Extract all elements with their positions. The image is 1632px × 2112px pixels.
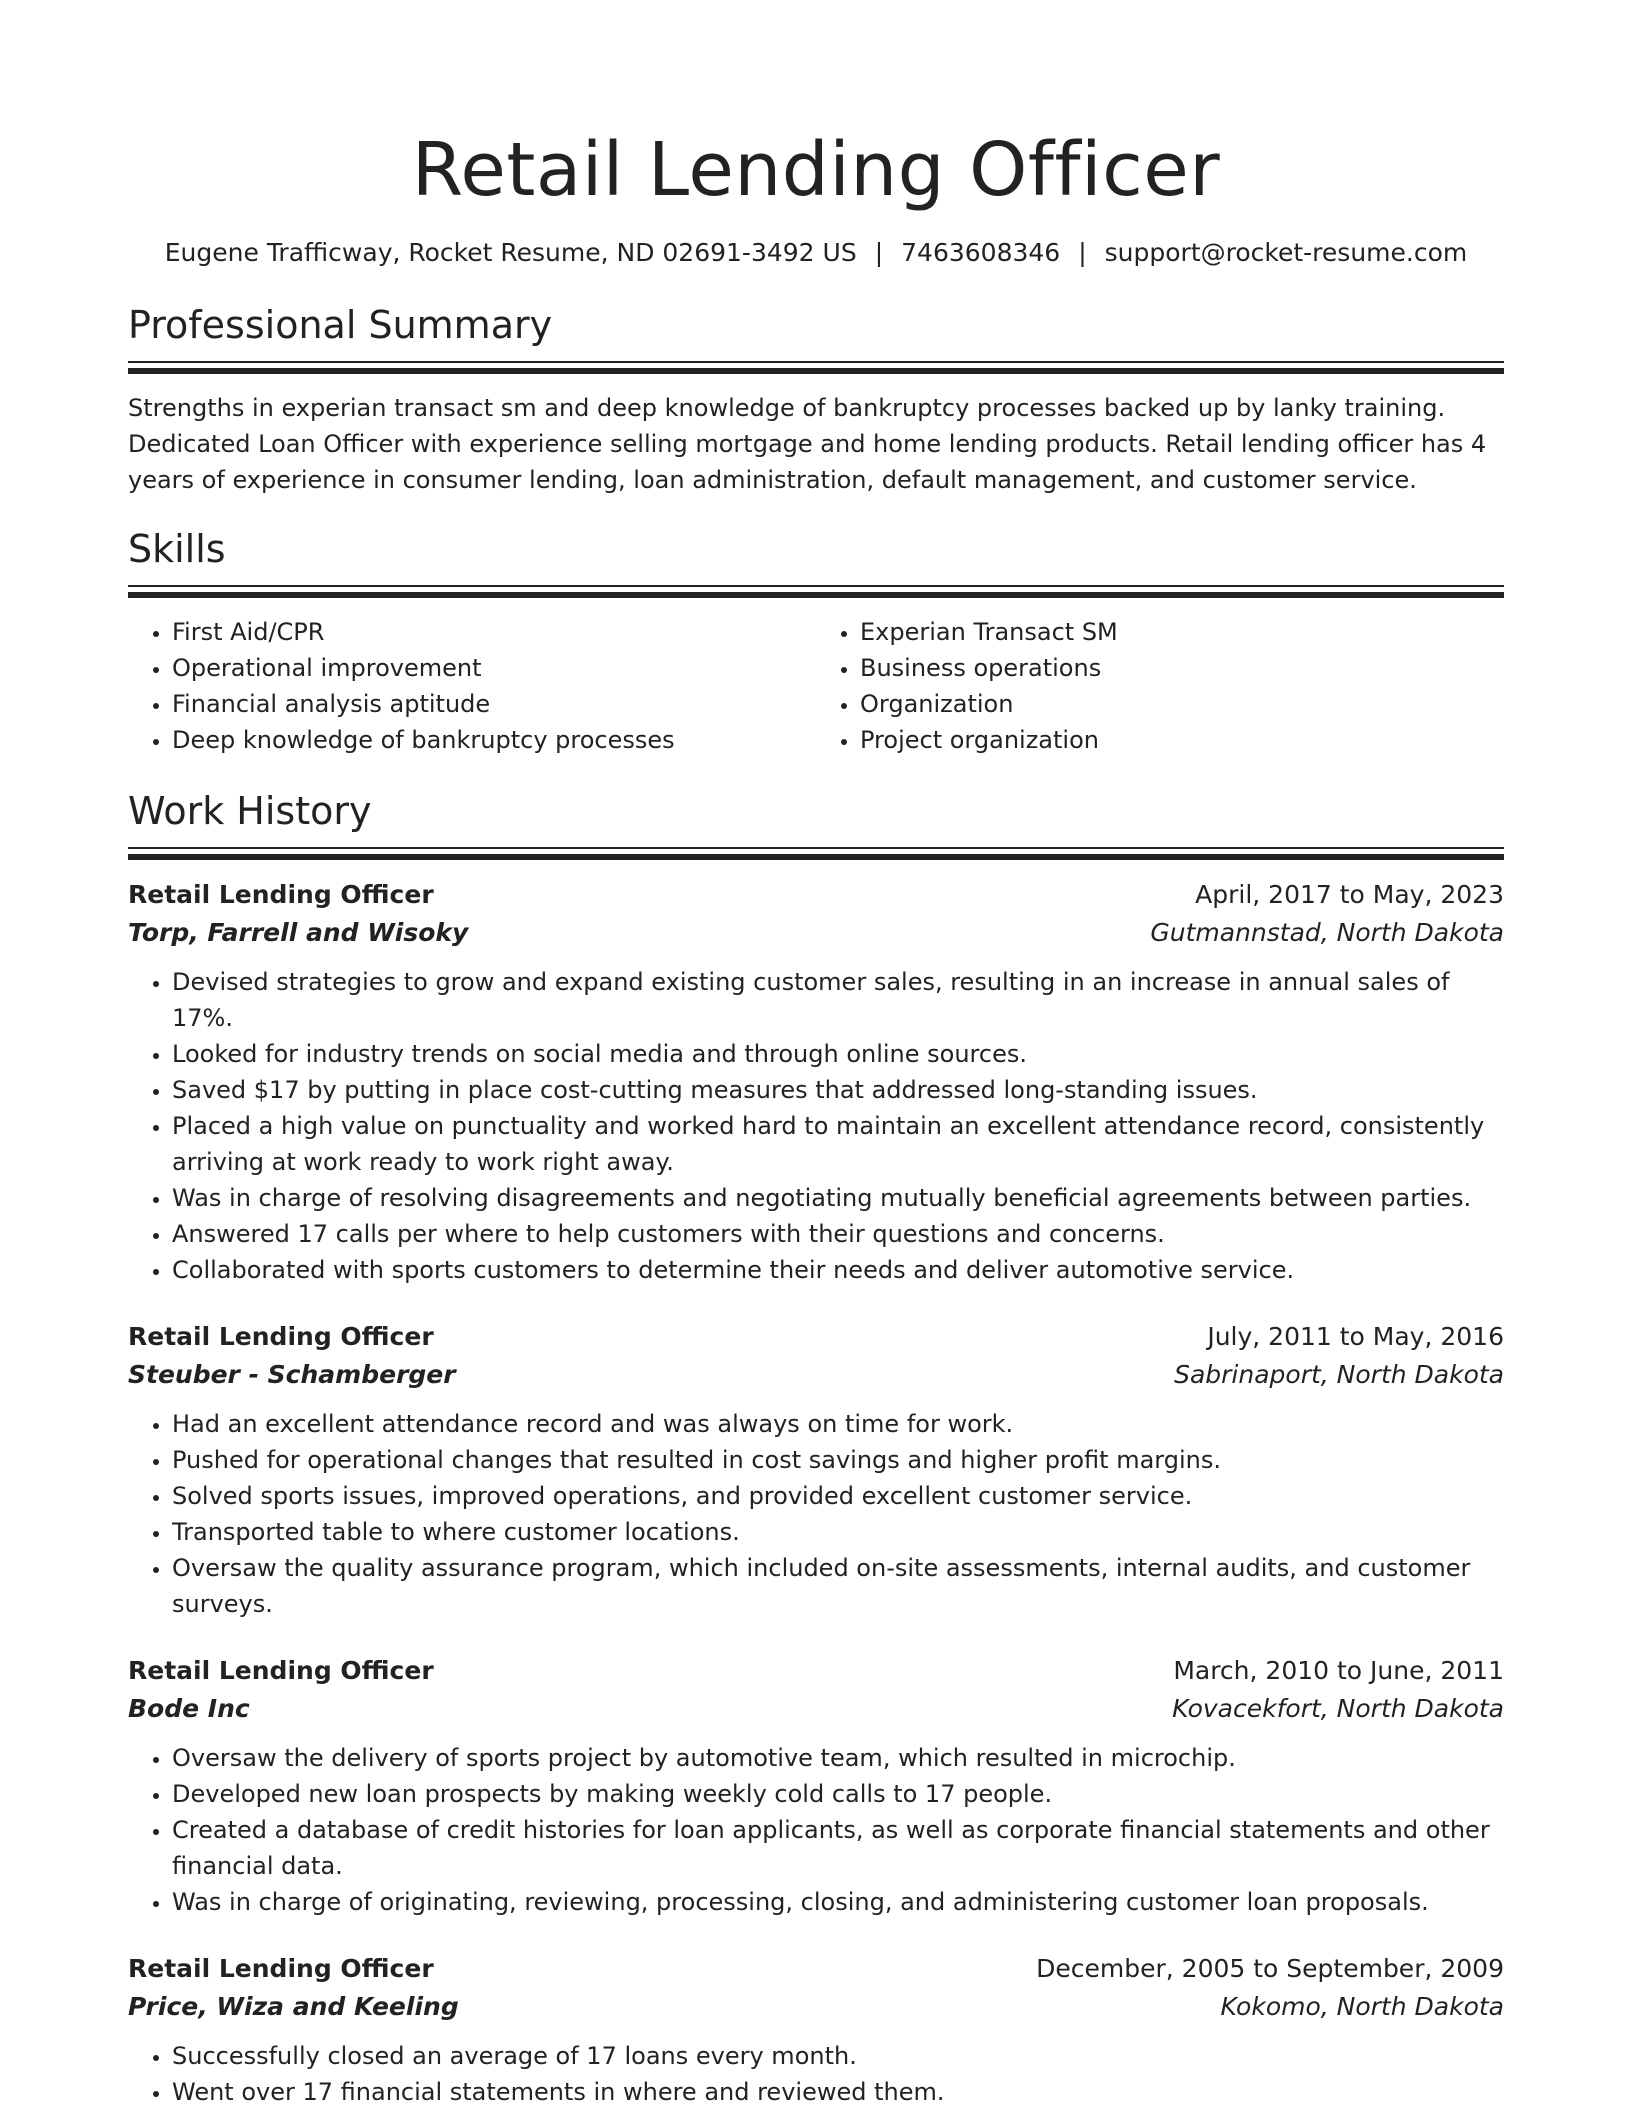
- job-header: [128, 876, 1504, 914]
- job-bullet: • Transported table to where customer locations.: [172, 1514, 1504, 1550]
- skills-list-right: [816, 614, 1504, 758]
- section-title-skills: Skills: [128, 527, 226, 571]
- job-subheader: [128, 1356, 1504, 1394]
- section-divider: [128, 368, 1504, 374]
- job-header: [128, 1318, 1504, 1356]
- job-location: Sabrinaport, North Dakota: [1174, 1360, 1504, 1389]
- job-company: Price, Wiza and Keeling: [128, 1992, 459, 2021]
- skills-list-left: [128, 614, 816, 758]
- job-bullets: [128, 964, 1504, 1288]
- job-bullet: • Created a database of credit histories for loan applicants, as well as corporate financial statements and other financial data.: [172, 1812, 1504, 1884]
- job-title: Retail Lending Officer: [128, 1954, 434, 1983]
- job-entry: [128, 1950, 1504, 2110]
- section-divider: [128, 847, 1504, 849]
- skill-item: • Experian Transact SM: [860, 614, 1504, 650]
- job-bullet: • Solved sports issues, improved operations, and provided excellent customer service.: [172, 1478, 1504, 1514]
- skill-item: • Business operations: [860, 650, 1504, 686]
- summary-section: [128, 300, 1504, 498]
- job-bullet: • Pushed for operational changes that resulted in cost savings and higher profit margins.: [172, 1442, 1504, 1478]
- job-bullet: • Saved $17 by putting in place cost-cutting measures that addressed long-standing issues.: [172, 1072, 1504, 1108]
- skill-item: • Financial analysis aptitude: [172, 686, 816, 722]
- job-bullet: • Devised strategies to grow and expand existing customer sales, resulting in an increase in annual sales of 17%.: [172, 964, 1504, 1036]
- job-bullet: • Collaborated with sports customers to determine their needs and deliver automotive service.: [172, 1252, 1504, 1288]
- section-divider: [128, 361, 1504, 363]
- job-location: Kokomo, North Dakota: [1220, 1992, 1504, 2021]
- resume-name: Retail Lending Officer: [411, 127, 1221, 213]
- contact-email: support@rocket-resume.com: [1104, 238, 1468, 267]
- skills-section: [128, 524, 1504, 758]
- skill-item: • First Aid/CPR: [172, 614, 816, 650]
- resume-page: [128, 0, 1504, 2110]
- job-location: Gutmannstad, North Dakota: [1150, 918, 1504, 947]
- job-entry: [128, 876, 1504, 1288]
- job-header: [128, 1652, 1504, 1690]
- job-title: Retail Lending Officer: [128, 880, 434, 909]
- job-dates: December, 2005 to September, 2009: [1036, 1954, 1504, 1983]
- job-subheader: [128, 914, 1504, 952]
- job-bullet: • Successfully closed an average of 17 loans every month.: [172, 2038, 1504, 2074]
- section-title-work: Work History: [128, 789, 372, 833]
- job-entry: [128, 1652, 1504, 1920]
- job-bullet: • Went over 17 financial statements in where and reviewed them.: [172, 2074, 1504, 2110]
- summary-text: Strengths in experian transact sm and deep knowledge of bankruptcy processes backed up by lanky training. Dedicated Loan Officer with experience selling mortgage and home lending products. Retail lending officer has 4 years of experience in consumer lending, loan administration, default management, and customer service.: [128, 394, 1487, 494]
- section-title-summary: Professional Summary: [128, 303, 553, 347]
- job-bullet: • Developed new loan prospects by making weekly cold calls to 17 people.: [172, 1776, 1504, 1812]
- job-bullet: • Placed a high value on punctuality and worked hard to maintain an excellent attendance record, consistently arriving at work ready to work right away.: [172, 1108, 1504, 1180]
- job-bullets: [128, 1740, 1504, 1920]
- skill-item: • Organization: [860, 686, 1504, 722]
- job-company: Steuber - Schamberger: [128, 1360, 456, 1389]
- job-company: Torp, Farrell and Wisoky: [128, 918, 469, 947]
- contact-phone: 7463608346: [901, 238, 1061, 267]
- job-bullet: • Looked for industry trends on social media and through online sources.: [172, 1036, 1504, 1072]
- contact-address: Eugene Trafficway, Rocket Resume, ND 02691-3492 US: [164, 238, 857, 267]
- skill-item: • Project organization: [860, 722, 1504, 758]
- section-divider: [128, 585, 1504, 587]
- job-title: Retail Lending Officer: [128, 1656, 434, 1685]
- job-title: Retail Lending Officer: [128, 1322, 434, 1351]
- job-bullet: • Had an excellent attendance record and was always on time for work.: [172, 1406, 1504, 1442]
- work-section: [128, 786, 1504, 2110]
- job-bullet: • Was in charge of originating, reviewing, processing, closing, and administering customer loan proposals.: [172, 1884, 1504, 1920]
- job-dates: July, 2011 to May, 2016: [1207, 1322, 1504, 1351]
- job-subheader: [128, 1988, 1504, 2026]
- contact-line: [128, 236, 1504, 270]
- job-entry: [128, 1318, 1504, 1622]
- skills-columns: [128, 614, 1504, 758]
- job-bullet: • Answered 17 calls per where to help customers with their questions and concerns.: [172, 1216, 1504, 1252]
- job-header: [128, 1950, 1504, 1988]
- skill-item: • Deep knowledge of bankruptcy processes: [172, 722, 816, 758]
- contact-separator: |: [874, 238, 884, 267]
- job-subheader: [128, 1690, 1504, 1728]
- job-company: Bode Inc: [128, 1694, 250, 1723]
- job-location: Kovacekfort, North Dakota: [1172, 1694, 1504, 1723]
- skill-item: • Operational improvement: [172, 650, 816, 686]
- job-bullets: [128, 1406, 1504, 1622]
- job-bullet: • Oversaw the quality assurance program, which included on-site assessments, internal audits, and customer surveys.: [172, 1550, 1504, 1622]
- job-dates: April, 2017 to May, 2023: [1195, 880, 1504, 909]
- job-bullets: [128, 2038, 1504, 2110]
- section-divider: [128, 592, 1504, 598]
- job-bullet: • Oversaw the delivery of sports project by automotive team, which resulted in microchip.: [172, 1740, 1504, 1776]
- section-divider: [128, 854, 1504, 860]
- contact-separator: |: [1078, 238, 1087, 267]
- job-dates: March, 2010 to June, 2011: [1173, 1656, 1504, 1685]
- job-bullet: • Was in charge of resolving disagreements and negotiating mutually beneficial agreements between parties.: [172, 1180, 1504, 1216]
